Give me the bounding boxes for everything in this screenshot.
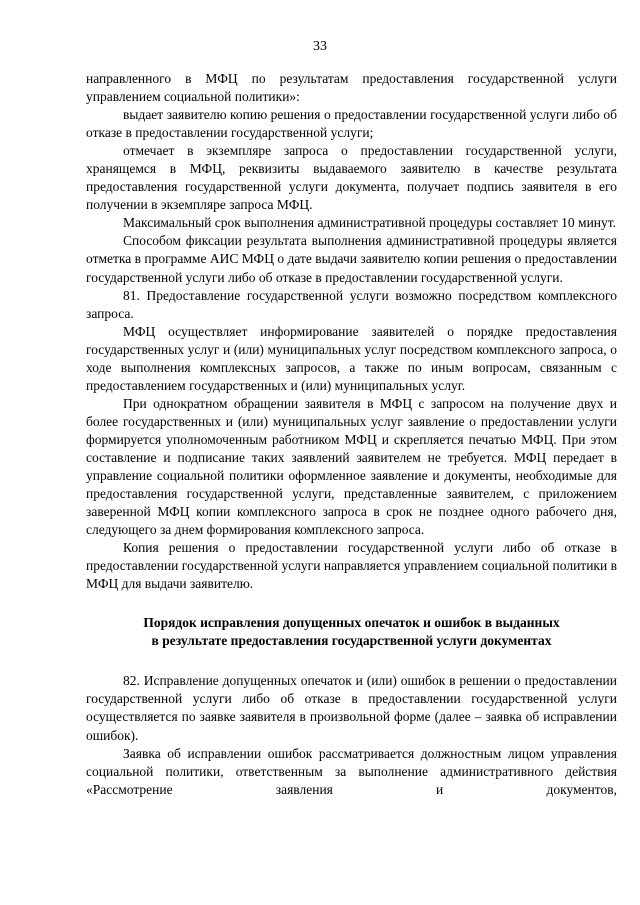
paragraph: направленного в МФЦ по результатам предоставления государственной услуги управлением социальной политики»: — [86, 71, 617, 105]
paragraph-item-82: 82. Исправление допущенных опечаток и (или) ошибок в решении о предоставлении государственной услуги либо об отказе в предоставлении государственной услуги осуществляется по заявке заявителя в произвольной форме (далее – заявка об исправлении ошибок). — [86, 673, 617, 743]
paragraph: Максимальный срок выполнения административной процедуры составляет 10 минут. — [123, 215, 617, 231]
section-heading-line-2: в результате предоставления государственной услуги документах — [151, 633, 552, 649]
paragraph: Способом фиксации результата выполнения административной процедуры является отметка в программе АИС МФЦ о дате выдачи заявителю копии решения о предоставлении государственной услуги либо об отказе в предоставлении государственной услуги. — [86, 233, 617, 285]
paragraph: Копия решения о предоставлении государственной услуги либо об отказе в предоставлении государственной услуги направляется управлением социальной политики в МФЦ для выдачи заявителю. — [86, 540, 617, 592]
paragraph: При однократном обращении заявителя в МФЦ с запросом на получение двух и более государственных и (или) муниципальных услуг заявление о предоставлении услуги формируется уполномоченным работником МФЦ и скрепляется печатью МФЦ. При этом составление и подписание таких заявлений заявителем не требуется. МФЦ передает в управление социальной политики оформленное заявление и документы, необходимые для предоставления государственной услуги, представленные заявителем, с приложением заверенной МФЦ копии комплексного запроса в срок не позднее одного рабочего дня, следующего за днем формирования комплексного запроса. — [86, 395, 617, 538]
paragraph: МФЦ осуществляет информирование заявителей о порядке предоставления государственных услуг и (или) муниципальных услуг посредством комплексного запроса, о ходе выполнения комплексных запросов, а также по иным вопросам, связанным с предоставлением государственных и (или) муниципальных услуг. — [86, 323, 617, 393]
paragraph: отмечает в экземпляре запроса о предоставлении государственной услуги, хранящемся в МФЦ, реквизиты выдаваемого заявителю в качестве результата предоставления государственной услуги документа, получает подпись заявителя в его получении в экземпляре запроса МФЦ. — [86, 143, 617, 213]
page-number: 33 — [313, 39, 327, 54]
paragraph: выдает заявителю копию решения о предоставлении государственной услуги либо об отказе в предоставлении государственной услуги; — [86, 107, 617, 141]
paragraph-item-81: 81. Предоставление государственной услуги возможно посредством комплексного запроса. — [86, 287, 617, 321]
section-heading — [86, 614, 617, 650]
body-text — [86, 70, 617, 799]
paragraph-continued: Заявка об исправлении ошибок рассматривается должностным лицом управления социальной политики, ответственным за выполнение административного действия «Рассмотрение заявления и документов, — [86, 745, 617, 797]
section-heading-line-1: Порядок исправления допущенных опечаток и ошибок в выданных — [143, 615, 560, 631]
